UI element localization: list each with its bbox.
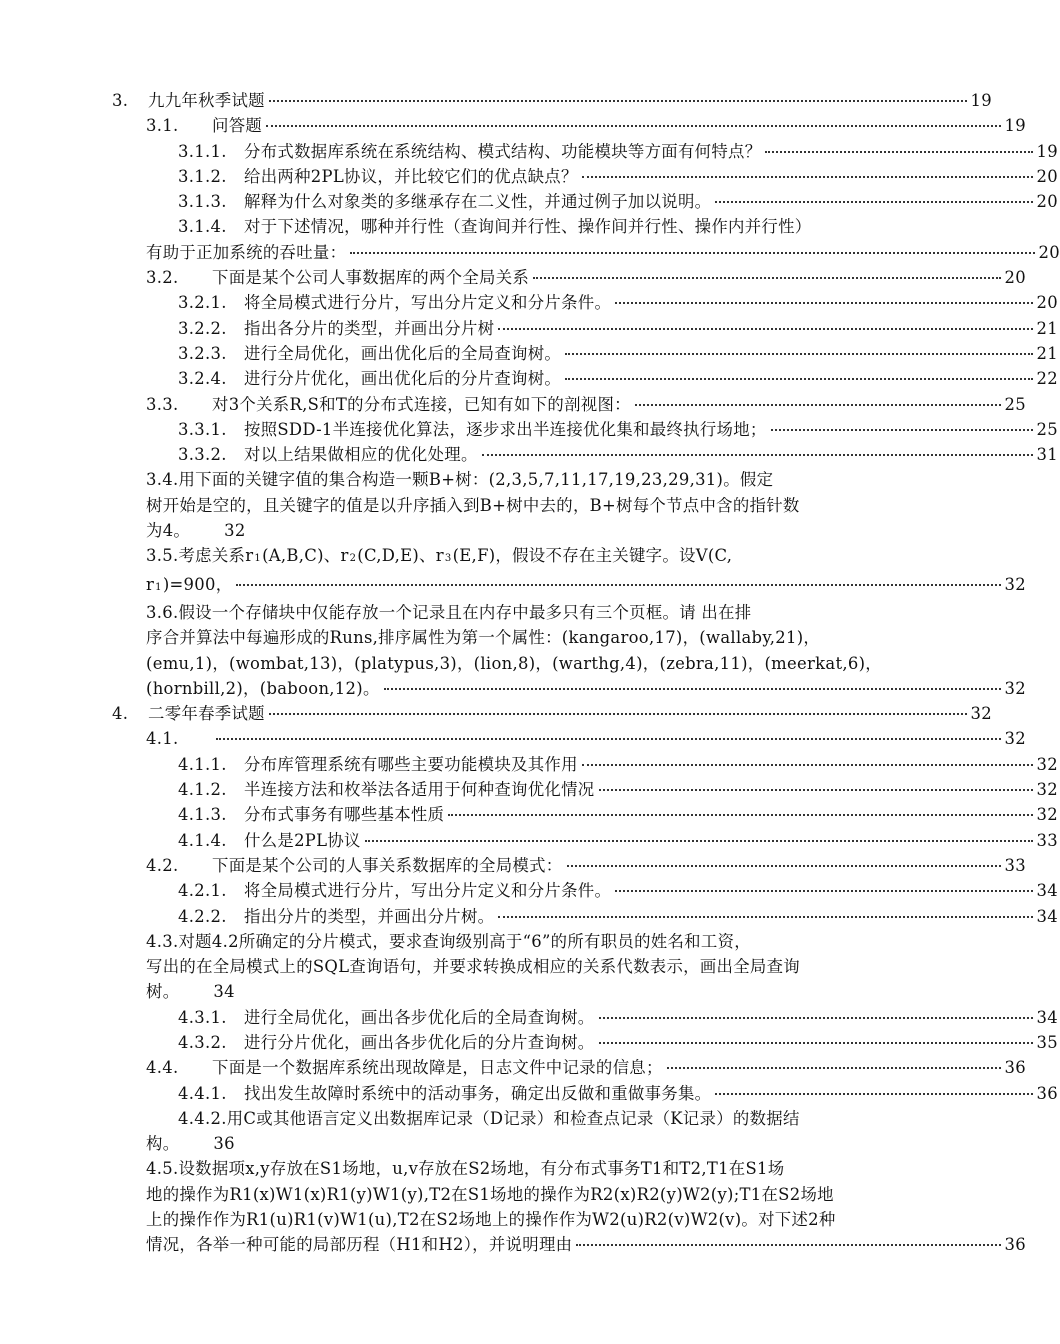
entry-title: 什么是2PL协议 bbox=[244, 830, 361, 850]
page-number: 20 bbox=[1038, 242, 1060, 262]
page-number: 34 bbox=[213, 982, 235, 1002]
entry-number: 3.2.3. bbox=[178, 343, 227, 363]
toc-line bbox=[178, 1030, 1058, 1055]
page-number: 25 bbox=[1036, 419, 1058, 439]
toc-entry bbox=[0, 392, 1026, 417]
page-number: 36 bbox=[1004, 1235, 1026, 1255]
subscript: 1 bbox=[254, 553, 262, 565]
entry-title: 树。 bbox=[146, 982, 180, 1002]
entry-title: 分布式事务有哪些基本性质 bbox=[244, 805, 445, 825]
entry-number: 3.3. bbox=[146, 394, 179, 414]
toc-line bbox=[178, 442, 1058, 467]
toc-line bbox=[178, 316, 1058, 341]
toc-line bbox=[146, 265, 1026, 290]
toc-entry bbox=[0, 417, 1058, 442]
entry-title-cont: 有助于正加系统的吞吐量： bbox=[146, 242, 347, 262]
toc-line bbox=[112, 88, 992, 113]
toc-line bbox=[0, 651, 1026, 676]
toc-entry bbox=[0, 828, 1058, 853]
toc-entry bbox=[0, 802, 1058, 827]
toc-line bbox=[0, 493, 1026, 518]
toc-entry bbox=[0, 214, 1060, 265]
toc-line bbox=[0, 1182, 1026, 1207]
toc-line bbox=[146, 1055, 1026, 1080]
dot-leader bbox=[498, 328, 1032, 330]
entry-number: 3.1.1. bbox=[178, 141, 227, 161]
toc-line bbox=[178, 189, 1058, 214]
entry-number: 4.3. bbox=[146, 931, 179, 951]
dot-leader bbox=[269, 713, 967, 715]
entry-number: 3.3.1. bbox=[178, 419, 227, 439]
page-number: 21 bbox=[1036, 343, 1058, 363]
entry-number: 4.2.1. bbox=[178, 881, 227, 901]
entry-title: 假设一个存储块中仅能存放一个记录且在内存中最多只有三个页框。请 出在排 bbox=[178, 602, 752, 622]
entry-title: 情况，各举一种可能的局部历程（H1和H2），并说明理由 bbox=[146, 1235, 573, 1255]
dot-leader bbox=[365, 840, 1033, 842]
entry-title: (C,D,E)、r bbox=[357, 546, 444, 566]
toc-entry-multiline bbox=[0, 467, 950, 543]
toc-line bbox=[178, 214, 1058, 239]
table-of-contents bbox=[0, 88, 1060, 1258]
toc-entry bbox=[0, 139, 1058, 164]
page-number: 19 bbox=[970, 91, 992, 110]
toc-line bbox=[178, 1081, 1058, 1106]
page-number: 20 bbox=[1004, 268, 1026, 288]
subscript: 2 bbox=[349, 553, 357, 565]
subscript: 1 bbox=[155, 581, 162, 593]
toc-line bbox=[0, 929, 1026, 954]
toc-entry bbox=[0, 316, 1058, 341]
entry-title: 考虑关系r bbox=[178, 546, 254, 566]
entry-number: 3.2.2. bbox=[178, 318, 227, 338]
entry-title: 分布库管理系统有哪些主要功能模块及其作用 bbox=[244, 754, 578, 774]
entry-title: 树开始是空的，且关键字的值是以升序插入到B+树中去的，B+树每个节点中含的指针数 bbox=[146, 495, 800, 515]
page-number: 31 bbox=[1036, 445, 1058, 465]
page-number: 35 bbox=[1036, 1032, 1058, 1052]
toc-entry bbox=[0, 777, 1058, 802]
entry-number: 3.5. bbox=[146, 546, 179, 566]
toc-line bbox=[178, 139, 1058, 164]
entry-number: 3.1.3. bbox=[178, 192, 227, 212]
page-number: 21 bbox=[1036, 318, 1058, 338]
entry-number: 3.1.4. bbox=[178, 217, 227, 237]
entry-title: 指出分片的类型，并画出分片树。 bbox=[244, 906, 495, 926]
entry-title: 给出两种2PL协议，并比较它们的优点缺点？ bbox=[244, 166, 578, 186]
page-number: 32 bbox=[224, 521, 246, 541]
page-number: 36 bbox=[213, 1134, 235, 1154]
toc-entry bbox=[0, 88, 992, 113]
toc-line bbox=[178, 290, 1058, 315]
toc-line bbox=[0, 572, 1026, 600]
toc-entry bbox=[0, 442, 1058, 467]
entry-number: 4.1. bbox=[146, 729, 179, 749]
toc-line bbox=[146, 392, 1026, 417]
page-number: 32 bbox=[1036, 754, 1058, 774]
entry-title: 进行全局优化，画出各步优化后的全局查询树。 bbox=[244, 1007, 595, 1027]
dot-leader bbox=[771, 429, 1033, 431]
dot-leader bbox=[615, 302, 1032, 304]
dot-leader bbox=[599, 789, 1033, 791]
toc-entry-multiline bbox=[0, 1106, 950, 1157]
toc-entry-multiline bbox=[0, 600, 1026, 701]
page-number: 34 bbox=[1036, 906, 1058, 926]
entry-number: 4.1.4. bbox=[178, 830, 227, 850]
toc-line bbox=[178, 366, 1058, 391]
page-number: 34 bbox=[1036, 881, 1058, 901]
dot-leader bbox=[765, 151, 1032, 153]
page-number: 20 bbox=[1036, 293, 1058, 313]
toc-entry bbox=[0, 853, 1026, 878]
page-number: 25 bbox=[1004, 394, 1026, 414]
toc-line bbox=[0, 954, 1026, 979]
entry-title: 对于下述情况，哪种并行性（查询间并行性、操作间并行性、操作内并行性） bbox=[244, 217, 812, 237]
entry-title: 设数据项x,y存放在S1场地，u,v存放在S2场地，有分布式事务T1和T2,T1在S1场 bbox=[178, 1159, 785, 1179]
toc-entry bbox=[0, 189, 1058, 214]
toc-line bbox=[178, 828, 1058, 853]
entry-title: 解释为什么对象类的多继承存在二义性，并通过例子加以说明。 bbox=[244, 192, 712, 212]
toc-line bbox=[178, 417, 1058, 442]
toc-line bbox=[0, 1131, 1026, 1156]
entry-title: 下面是某个公司的人事关系数据库的全局模式： bbox=[212, 855, 563, 875]
entry-number: 3.2.1. bbox=[178, 293, 227, 313]
entry-title: 将全局模式进行分片，写出分片定义和分片条件。 bbox=[244, 881, 612, 901]
toc-entry bbox=[0, 1005, 1058, 1030]
dot-leader bbox=[635, 404, 1001, 406]
entry-title: 用下面的关键字值的集合构造一颗B+树：(2,3,5,7,11,17,19,23,29,31)。假定 bbox=[178, 470, 774, 490]
toc-entry bbox=[0, 701, 992, 726]
entry-number: 3.1. bbox=[146, 116, 179, 136]
toc-entry bbox=[0, 878, 1058, 903]
entry-title: (emu,1)，(wombat,13)，(platypus,3)，(lion,8)，(warthg,4)，(zebra,11)，(meerkat,6)， bbox=[146, 653, 882, 673]
entry-title: 问答题 bbox=[212, 116, 263, 136]
dot-leader bbox=[565, 378, 1032, 380]
entry-title: )=900， bbox=[162, 574, 233, 594]
toc-entry bbox=[0, 341, 1058, 366]
toc-line bbox=[0, 600, 1026, 625]
page-number: 19 bbox=[1004, 116, 1026, 136]
entry-title: 构。 bbox=[146, 1134, 180, 1154]
dot-leader bbox=[582, 176, 1033, 178]
toc-line bbox=[146, 726, 1026, 751]
page-number: 32 bbox=[1036, 780, 1058, 800]
toc-line bbox=[0, 518, 1026, 543]
entry-number: 3.2.4. bbox=[178, 369, 227, 389]
dot-leader bbox=[667, 1067, 1001, 1069]
entry-title: 对3个关系R,S和T的分布式连接，已知有如下的剖视图： bbox=[212, 394, 631, 414]
toc-line bbox=[178, 904, 1058, 929]
dot-leader bbox=[533, 277, 1000, 279]
entry-title: 找出发生故障时系统中的活动事务，确定出反做和重做事务集。 bbox=[244, 1083, 712, 1103]
toc-line bbox=[178, 878, 1058, 903]
dot-leader bbox=[715, 1093, 1032, 1095]
dot-leader bbox=[384, 688, 1001, 690]
entry-title: 用C或其他语言定义出数据库记录（D记录）和检查点记录（K记录）的数据结 bbox=[226, 1108, 800, 1128]
page-number: 20 bbox=[1036, 166, 1058, 186]
toc-line bbox=[146, 853, 1026, 878]
toc-line bbox=[0, 543, 1026, 571]
toc-entry bbox=[0, 290, 1058, 315]
page-number: 36 bbox=[1004, 1058, 1026, 1078]
dot-leader bbox=[266, 125, 1000, 127]
entry-number: 4.2.2. bbox=[178, 906, 227, 926]
page-number: 36 bbox=[1036, 1083, 1058, 1103]
toc-line bbox=[0, 1156, 1026, 1181]
entry-title: 指出各分片的类型，并画出分片树 bbox=[244, 318, 495, 338]
entry-number: 3.4. bbox=[146, 470, 179, 490]
toc-entry bbox=[0, 726, 1026, 751]
toc-entry bbox=[0, 1030, 1058, 1055]
toc-line bbox=[178, 341, 1058, 366]
entry-number: 4.4.2. bbox=[178, 1108, 227, 1128]
toc-line bbox=[0, 1106, 1058, 1131]
toc-entry bbox=[0, 265, 1026, 290]
toc-entry-multiline bbox=[0, 929, 950, 1005]
entry-title: r bbox=[146, 574, 155, 594]
entry-number: 4.2. bbox=[146, 855, 179, 875]
entry-number: 4.3.2. bbox=[178, 1032, 227, 1052]
entry-number: 3.3.2. bbox=[178, 445, 227, 465]
page-number: 20 bbox=[1036, 192, 1058, 212]
entry-number: 3.1.2. bbox=[178, 166, 227, 186]
toc-line bbox=[0, 1232, 1026, 1257]
toc-line bbox=[178, 802, 1058, 827]
dot-leader bbox=[350, 252, 1034, 254]
entry-title: 下面是某个公司人事数据库的两个全局关系 bbox=[212, 268, 530, 288]
entry-title: (A,B,C)、r bbox=[262, 546, 349, 566]
entry-title: 下面是一个数据库系统出现故障是，日志文件中记录的信息； bbox=[212, 1058, 663, 1078]
toc-line bbox=[0, 625, 1026, 650]
entry-number: 3.6. bbox=[146, 602, 179, 622]
entry-number: 3. bbox=[112, 91, 129, 110]
entry-title: 对题4.2所确定的分片模式，要求查询级别高于“6”的所有职员的姓名和工资， bbox=[178, 931, 751, 951]
entry-number: 4. bbox=[112, 704, 129, 724]
entry-title: 九九年秋季试题 bbox=[148, 91, 265, 110]
toc-line bbox=[178, 777, 1058, 802]
entry-title: 对以上结果做相应的优化处理。 bbox=[244, 445, 478, 465]
toc-line bbox=[178, 164, 1058, 189]
entry-title: 分布式数据库系统在系统结构、模式结构、功能模块等方面有何特点？ bbox=[244, 141, 762, 161]
dot-leader bbox=[448, 814, 1032, 816]
entry-title: 序合并算法中每遍形成的Runs,排序属性为第一个属性：(kangaroo,17)，(wallaby,21)， bbox=[146, 628, 821, 648]
entry-title: 地的操作为R1(x)W1(x)R1(y)W1(y),T2在S1场地的操作为R2(x)R2(y)W2(y);T1在S2场地 bbox=[146, 1184, 834, 1204]
page-number: 33 bbox=[1036, 830, 1058, 850]
dot-leader bbox=[482, 454, 1033, 456]
toc-line bbox=[0, 979, 1026, 1004]
page-number: 32 bbox=[1004, 678, 1026, 698]
page-number: 33 bbox=[1004, 855, 1026, 875]
dot-leader bbox=[582, 764, 1033, 766]
toc-entry bbox=[0, 113, 1026, 138]
toc-entry-multiline bbox=[0, 1156, 1026, 1257]
entry-title: 进行全局优化，画出优化后的全局查询树。 bbox=[244, 343, 562, 363]
page-number: 32 bbox=[1004, 729, 1026, 749]
toc-entry bbox=[0, 164, 1058, 189]
entry-title: 为4。 bbox=[146, 521, 191, 541]
dot-leader bbox=[576, 1244, 1000, 1246]
dot-leader bbox=[567, 865, 1001, 867]
dot-leader bbox=[715, 201, 1032, 203]
dot-leader bbox=[498, 916, 1032, 918]
entry-number: 4.1.2. bbox=[178, 780, 227, 800]
toc-line bbox=[178, 752, 1058, 777]
entry-title: 半连接方法和枚举法各适用于何种查询优化情况 bbox=[244, 780, 595, 800]
entry-number: 4.4. bbox=[146, 1058, 179, 1078]
toc-line bbox=[178, 1005, 1058, 1030]
dot-leader bbox=[269, 100, 967, 102]
toc-line bbox=[0, 1207, 1026, 1232]
toc-entry bbox=[0, 1081, 1058, 1106]
entry-number: 4.4.1. bbox=[178, 1083, 227, 1103]
page-number: 32 bbox=[1004, 574, 1026, 594]
dot-leader bbox=[565, 353, 1032, 355]
toc-line bbox=[146, 240, 1060, 265]
toc-entry bbox=[0, 1055, 1026, 1080]
entry-title: 进行分片优化，画出优化后的分片查询树。 bbox=[244, 369, 562, 389]
entry-title: 上的操作作为R1(u)R1(v)W1(u),T2在S2场地上的操作作为W2(u)R2(v)W2(v)。对下述2种 bbox=[146, 1210, 836, 1230]
subscript: 3 bbox=[444, 553, 452, 565]
toc-entry bbox=[0, 904, 1058, 929]
toc-line bbox=[0, 467, 1026, 492]
entry-title: 二零年春季试题 bbox=[148, 704, 265, 724]
dot-leader bbox=[216, 738, 1001, 740]
entry-number: 4.1.1. bbox=[178, 754, 227, 774]
entry-number: 3.2. bbox=[146, 268, 179, 288]
dot-leader bbox=[599, 1017, 1033, 1019]
dot-leader bbox=[615, 890, 1032, 892]
page-number: 34 bbox=[1036, 1007, 1058, 1027]
toc-line bbox=[0, 676, 1026, 701]
toc-entry-multiline bbox=[0, 543, 1026, 600]
page-number: 19 bbox=[1036, 141, 1058, 161]
dot-leader bbox=[599, 1042, 1033, 1044]
entry-title: (E,F)，假设不存在主关键字。设V(C, bbox=[452, 546, 733, 566]
entry-number: 4.5. bbox=[146, 1159, 179, 1179]
toc-line bbox=[112, 701, 992, 726]
page-number: 32 bbox=[1036, 805, 1058, 825]
entry-title: (hornbill,2)，(baboon,12)。 bbox=[146, 678, 380, 698]
entry-title: 进行分片优化，画出各步优化后的分片查询树。 bbox=[244, 1032, 595, 1052]
entry-title: 按照SDD-1半连接优化算法，逐步求出半连接优化集和最终执行场地； bbox=[244, 419, 767, 439]
toc-line bbox=[146, 113, 1026, 138]
entry-number: 4.1.3. bbox=[178, 805, 227, 825]
entry-title: 将全局模式进行分片，写出分片定义和分片条件。 bbox=[244, 293, 612, 313]
dot-leader bbox=[236, 584, 1000, 586]
page-number: 32 bbox=[970, 704, 992, 724]
toc-entry bbox=[0, 752, 1058, 777]
toc-entry bbox=[0, 366, 1058, 391]
entry-title: 写出的在全局模式上的SQL查询语句，并要求转换成相应的关系代数表示，画出全局查询 bbox=[146, 957, 801, 977]
entry-number: 4.3.1. bbox=[178, 1007, 227, 1027]
page-number: 22 bbox=[1036, 369, 1058, 389]
